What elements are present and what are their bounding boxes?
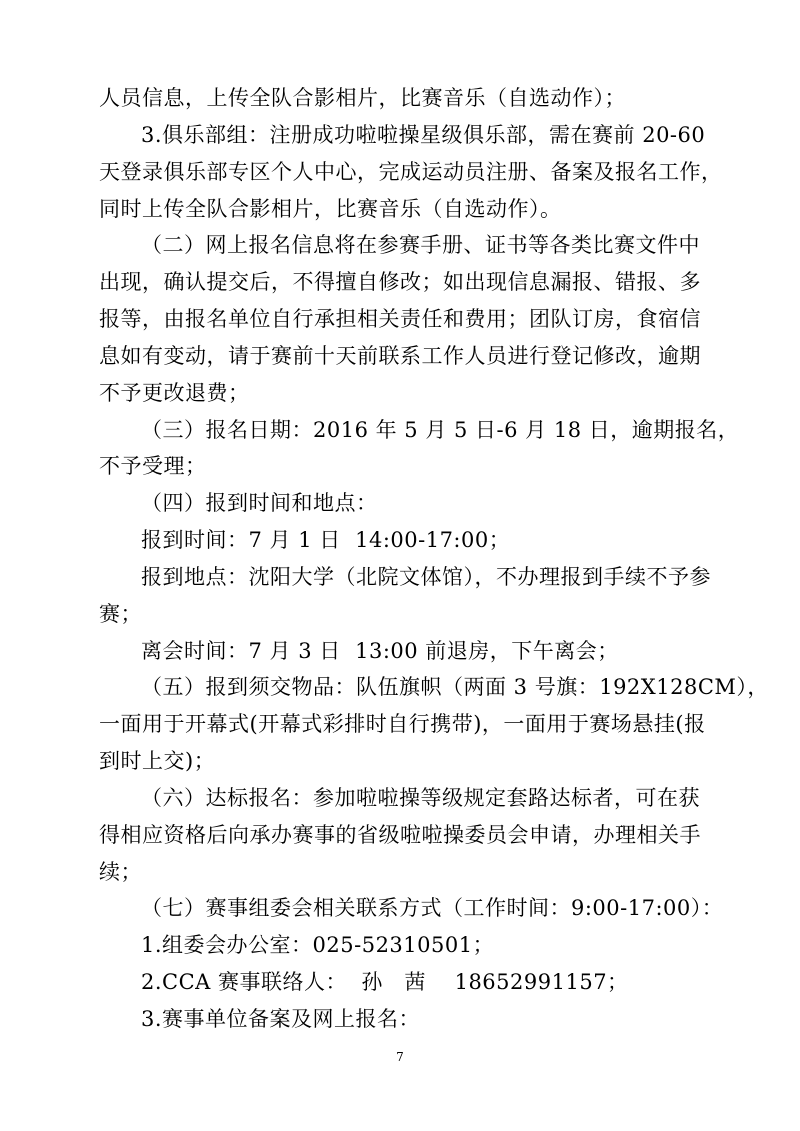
body-text-line: 续； [99, 860, 142, 884]
body-text-line: 人员信息，上传全队合影相片，比赛音乐（自选动作）； [99, 86, 626, 110]
body-text-line: 天登录俱乐部专区个人中心，完成运动员注册、备案及报名工作， [99, 160, 723, 184]
body-text-line: 离会时间：7 月 3 日 13:00 前退房，下午离会； [141, 639, 619, 663]
section-heading: （四）报到时间和地点： [141, 491, 378, 515]
body-text-line: 一面用于开幕式(开幕式彩排时自行携带)，一面用于赛场悬挂(报 [99, 712, 706, 736]
page-number: 7 [396, 1050, 404, 1064]
body-text-line: 出现，确认提交后，不得擅自修改；如出现信息漏报、错报、多 [99, 270, 701, 294]
body-text-line: 3.赛事单位备案及网上报名： [141, 1007, 421, 1031]
body-text-line: （六）达标报名：参加啦啦操等级规定套路达标者，可在获 [141, 786, 700, 810]
body-text-line: 报到时间：7 月 1 日 14:00-17:00； [141, 528, 511, 552]
body-text-line: 到时上交)； [99, 749, 216, 773]
body-text-line: 1.组委会办公室：025-52310501； [141, 933, 495, 957]
body-text-line: （二）网上报名信息将在参赛手册、证书等各类比赛文件中 [141, 233, 700, 257]
body-text-line: 同时上传全队合影相片，比赛音乐（自选动作）。 [99, 197, 562, 221]
body-text-line: 2.CCA 赛事联络人： 孙 茜 18652991157； [141, 970, 629, 994]
section-heading: （七）赛事组委会相关联系方式（工作时间：9:00-17:00）： [141, 896, 724, 920]
body-text-line: 得相应资格后向承办赛事的省级啦啦操委员会申请，办理相关手 [99, 823, 701, 847]
body-text-line: 报等，由报名单位自行承担相关责任和费用；团队订房，食宿信 [99, 307, 701, 331]
body-text-line: 3.俱乐部组：注册成功啦啦操星级俱乐部，需在赛前 20-60 [141, 123, 706, 147]
body-text-line: （五）报到须交物品：队伍旗帜（两面 3 号旗：192X128CM）， [141, 675, 769, 699]
body-text-line: 报到地点：沈阳大学（北院文体馆），不办理报到手续不予参 [141, 565, 711, 589]
body-text-line: 息如有变动，请于赛前十天前联系工作人员进行登记修改，逾期 [99, 344, 701, 368]
body-text-line: 不予更改退费； [99, 381, 250, 405]
body-text-line: 赛； [99, 602, 142, 626]
body-text-line: （三）报名日期：2016 年 5 月 5 日-6 月 18 日，逾期报名， [141, 418, 740, 442]
body-text-line: 不予受理； [99, 454, 207, 478]
